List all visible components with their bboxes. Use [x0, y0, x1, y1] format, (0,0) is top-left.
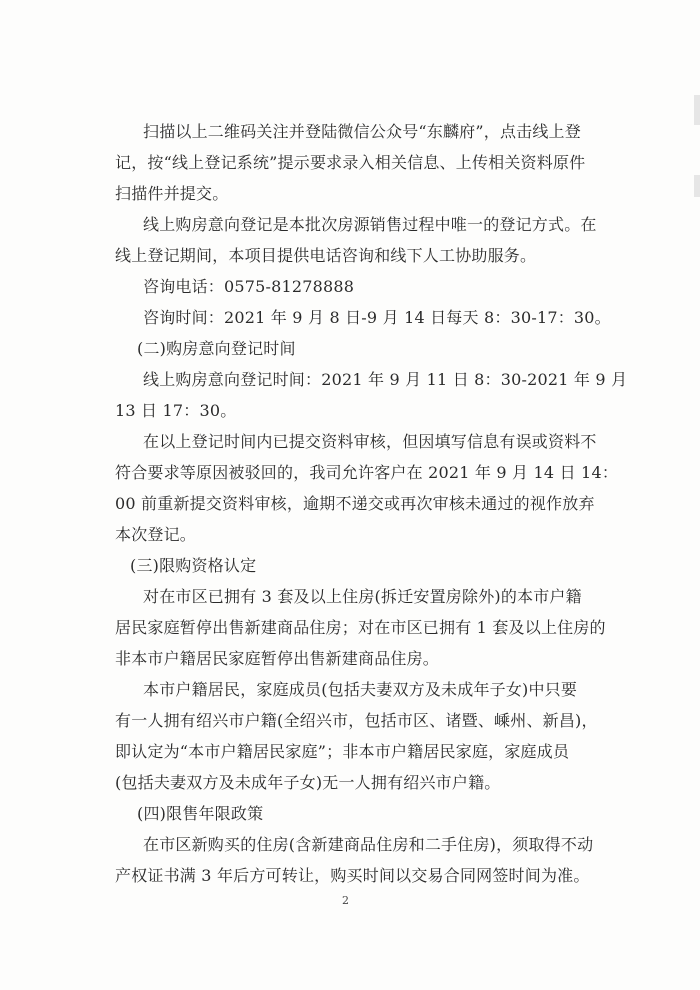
paragraph-line: 本次登记。: [115, 525, 197, 544]
paragraph-line: 对在市区已拥有 3 套及以上住房(拆迁安置房除外)的本市户籍: [143, 587, 582, 606]
paragraph-line: 居民家庭暂停出售新建商品住房；对在市区已拥有 1 套及以上住房的: [115, 618, 606, 637]
paragraph-line: 有一人拥有绍兴市户籍(全绍兴市，包括市区、诸暨、嵊州、新昌)，: [115, 711, 598, 730]
paragraph-line: 即认定为“本市户籍居民家庭”；非本市户籍居民家庭，家庭成员: [115, 742, 570, 761]
paragraph-line: 线上购房意向登记时间：2021 年 9 月 11 日 8：30-2021 年 9 月: [143, 370, 628, 389]
paragraph-line: 线上购房意向登记是本批次房源销售过程中唯一的登记方式。在: [143, 215, 597, 234]
paragraph-line: 在市区新购买的住房(含新建商品住房和二手住房)，须取得不动: [143, 835, 594, 854]
paragraph-line: 线上登记期间，本项目提供电话咨询和线下人工协助服务。: [115, 246, 537, 265]
scan-artifact: [694, 95, 700, 125]
section-heading: (二)购房意向登记时间: [137, 339, 296, 358]
paragraph-line: 非本市户籍居民家庭暂停出售新建商品住房。: [115, 649, 440, 668]
paragraph-line: 扫描件并提交。: [115, 184, 229, 203]
contact-hours: 咨询时间：2021 年 9 月 8 日-9 月 14 日每天 8：30-17：30。: [143, 308, 611, 327]
paragraph-line: 扫描以上二维码关注并登陆微信公众号“东麟府”，点击线上登: [143, 122, 581, 141]
paragraph-line: 记，按“线上登记系统”提示要求录入相关信息、上传相关资料原件: [115, 153, 586, 172]
paragraph-line: 00 前重新提交资料审核，逾期不递交或再次审核未通过的视作放弃: [115, 494, 595, 513]
section-heading: (四)限售年限政策: [137, 804, 264, 823]
paragraph-line: (包括夫妻双方及未成年子女)无一人拥有绍兴市户籍。: [115, 773, 501, 792]
contact-phone: 咨询电话：0575-81278888: [143, 277, 355, 296]
paragraph-line: 符合要求等原因被驳回的，我司允许客户在 2021 年 9 月 14 日 14：: [115, 463, 619, 482]
scan-artifact: [694, 175, 700, 197]
paragraph-line: 本市户籍居民，家庭成员(包括夫妻双方及未成年子女)中只要: [143, 680, 578, 699]
paragraph-line: 在以上登记时间内已提交资料审核，但因填写信息有误或资料不: [143, 432, 597, 451]
section-heading: (三)限购资格认定: [130, 556, 257, 575]
page-number: 2: [342, 894, 349, 907]
paragraph-line: 13 日 17：30。: [115, 401, 237, 420]
paragraph-line: 产权证书满 3 年后方可转让，购买时间以交易合同网签时间为准。: [115, 866, 590, 885]
